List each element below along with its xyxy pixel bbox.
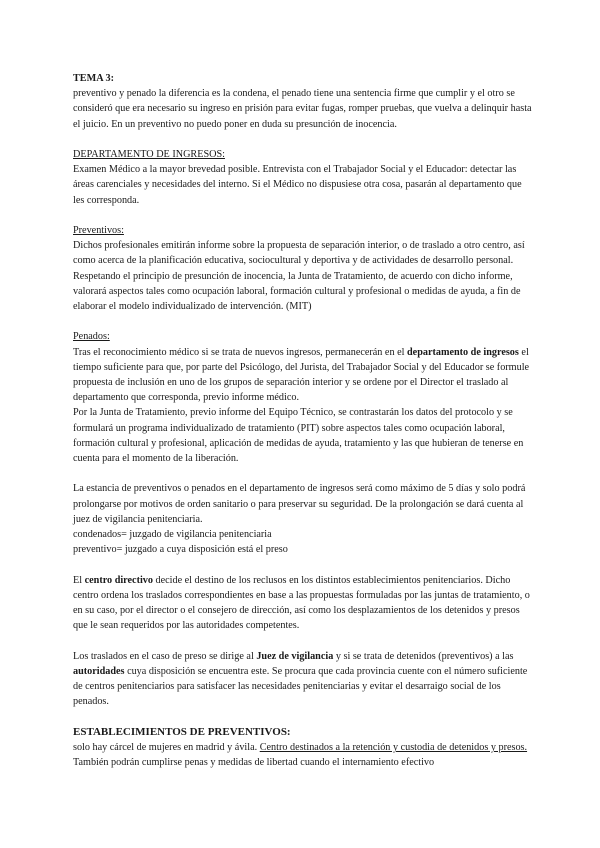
- traslados-bold-autoridades: autoridades: [73, 665, 125, 677]
- spacer: [73, 633, 535, 648]
- establecimientos-text-a: solo hay cárcel de mujeres en madrid y ávila.: [73, 741, 260, 753]
- centro-text-a: El: [73, 574, 85, 586]
- penados-text-a: Tras el reconocimiento médico si se trata de nuevos ingresos, permanecerán en el: [73, 346, 407, 358]
- spacer: [73, 709, 535, 724]
- spacer: [73, 132, 535, 147]
- traslados-bold-juez: Juez de vigilancia: [256, 650, 334, 662]
- estancia-paragraph: La estancia de preventivos o penados en el departamento de ingresos será como máximo de 5 días y solo podrá prolongarse por motivos de orden sanitario o para preservar su seguridad. De la prolongación se dará cuenta al juez de vigilancia penitenciaria.: [73, 483, 526, 525]
- spacer: [73, 314, 535, 329]
- tema-title: TEMA 3:: [73, 73, 115, 84]
- preventivos-paragraph-1: Dichos profesionales emitirán informe sobre la propuesta de separación interior, o de traslado a otro centro, así como acerca de la planificación educativa, sociocultural y deportiva y de actividades de desarrollo personal.: [73, 240, 525, 267]
- ingresos-paragraph: Examen Médico a la mayor brevedad posible. Entrevista con el Trabajador Social y el Educador: detectar las áreas carenciales y necesidades del interno. Si el Médico no dispusiese otra cosa, pasarán al departamento que les corresponda.: [73, 164, 522, 206]
- estancia-line-condenados: condenados= juzgado de vigilancia penitenciaria: [73, 529, 272, 541]
- centro-bold: centro directivo: [84, 574, 153, 586]
- penados-text-c: el tiempo suficiente para que, por parte del Psicólogo, del Jurista, del Trabajador Social y del Educador se formule propuesta de inclusión en uno de los grupos de separación interior y se ordene por el Director el traslado al departamento que corresponda, previo informe médico.: [73, 346, 530, 404]
- spacer: [73, 557, 535, 572]
- document-body: [73, 71, 535, 770]
- traslados-text-a: Los traslados en el caso de preso se dirige al: [73, 650, 257, 662]
- penados-paragraph-2: Por la Junta de Tratamiento, previo informe del Equipo Técnico, se contrastarán los datos del protocolo y se formulará un programa individualizado de tratamiento (PIT) sobre aspectos tales como ocupación laboral, formación cultural y profesional, aplicación de medidas de ayuda, tratamiento y las que hubieran de tenerse en cuenta para el momento de la liberación.: [73, 407, 524, 465]
- traslados-paragraph: [73, 649, 535, 710]
- establecimientos-text-c: También podrán cumplirse penas y medidas de libertad cuando el internamiento efectivo: [73, 757, 435, 769]
- spacer: [73, 466, 535, 481]
- tema-paragraph: preventivo y penado la diferencia es la condena, el penado tiene una sentencia firme que cumplir y el otro se consideró que era necesario su ingreso en prisión para evitar fugas, romper pruebas, que vuelva a delinquir hasta el juicio. En un preventivo no puedo poner en duda su presunción de inocencia.: [73, 88, 532, 130]
- ingresos-heading: DEPARTAMENTO DE INGRESOS:: [73, 149, 225, 160]
- penados-bold-ingresos: departamento de ingresos: [407, 346, 519, 358]
- estancia-line-preventivo: preventivo= juzgado a cuya disposición está el preso: [73, 544, 288, 556]
- establecimientos-underlined: Centro destinados a la retención y custodia de detenidos y presos.: [259, 741, 528, 753]
- centro-paragraph: [73, 573, 535, 634]
- centro-text-c: decide el destino de los reclusos en los distintos establecimientos penitenciarios. Dicho centro ordena los traslados correspondientes en base a las propuestas formuladas por las juntas de tratamiento, o en su caso, por el director o el consejero de dirección, así como los desplazamientos de los detenidos y presos que le sean requeridos por las autoridades competentes.: [73, 574, 530, 632]
- penados-paragraph-1: [73, 345, 535, 406]
- traslados-text-e: cuya disposición se encuentra este. Se procura que cada provincia cuente con el número suficiente de centros penitenciarios para satisfacer las necesidades penitenciarias y evitar el desarraigo social de los penados.: [73, 665, 528, 708]
- traslados-text-c: y si se trata de detenidos (preventivos) a las: [333, 650, 514, 662]
- establecimientos-heading: ESTABLECIMIENTOS DE PREVENTIVOS:: [73, 725, 291, 738]
- establecimientos-paragraph: [73, 740, 535, 770]
- preventivos-heading: Preventivos:: [73, 225, 124, 236]
- preventivos-paragraph-2: Respetando el principio de presunción de inocencia, la Junta de Tratamiento, de acuerdo con dicho informe, valorará aspectos tales como ocupación laboral, formación cultural y profesional o medidas de ayuda, a fin de elaborar el modelo individualizado de intervención. (MIT): [73, 270, 521, 313]
- spacer: [73, 208, 535, 223]
- penados-heading: Penados:: [73, 331, 110, 343]
